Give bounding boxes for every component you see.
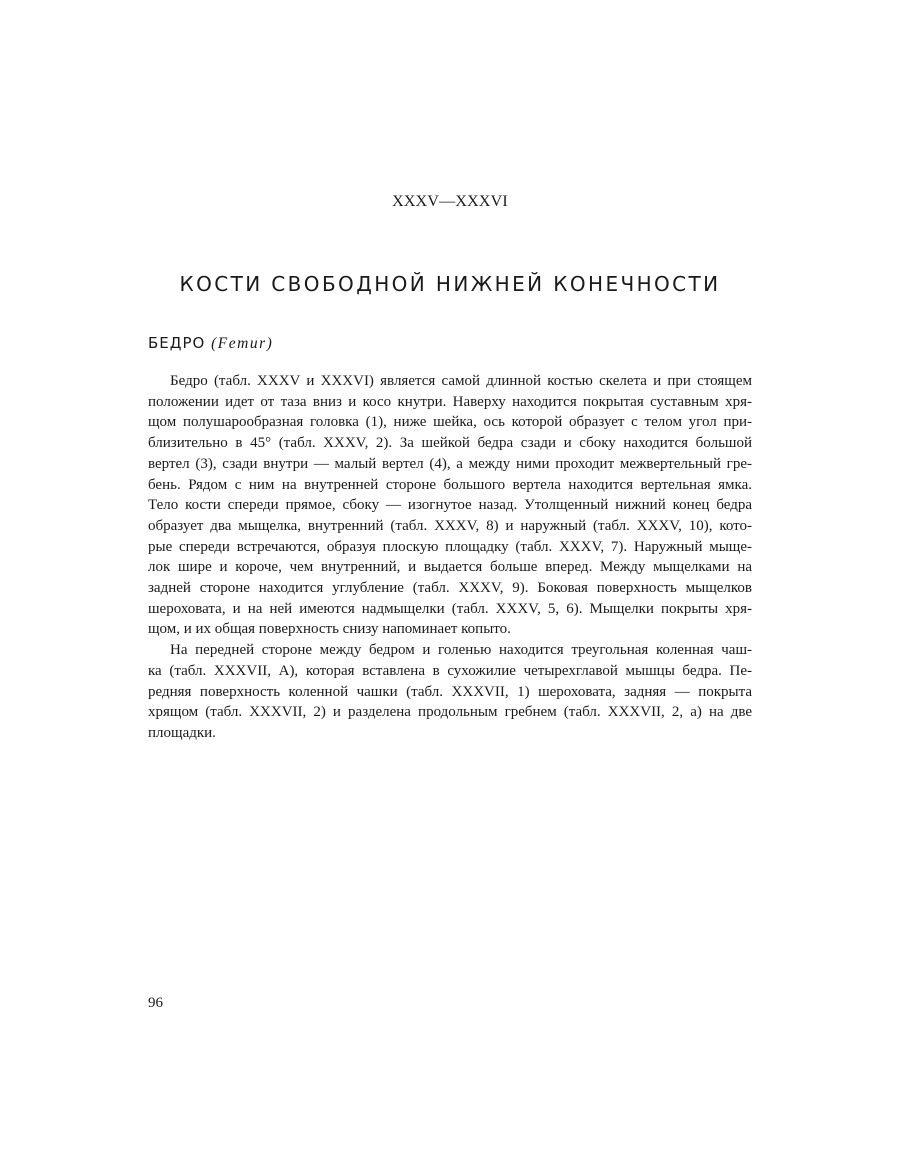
paragraph-patella bbox=[148, 640, 752, 744]
text-line: Тело кости спереди прямое, сбоку — изогнутое назад. Утолщенный нижний конец бедра bbox=[148, 497, 752, 514]
section-heading-russian: БЕДРО bbox=[148, 334, 206, 352]
text-line: ка (табл. XXXVII, А), которая вставлена в сухожилие четырехглавой мышцы бедра. Пе- bbox=[148, 662, 752, 679]
text-line: образует два мыщелка, внутренний (табл. XXXV, 8) и наружный (табл. XXXV, 10), кото- bbox=[148, 517, 752, 534]
paragraph-femur bbox=[148, 371, 752, 640]
text-line: задней стороне находится углубление (табл. XXXV, 9). Боковая поверхность мыщелков bbox=[148, 580, 752, 597]
text-line: щом, и их общая поверхность снизу напоминает копыто. bbox=[148, 621, 511, 638]
plate-range-heading: XXXV—XXXVI bbox=[392, 193, 508, 210]
chapter-title: КОСТИ СВОБОДНОЙ НИЖНЕЙ КОНЕЧНОСТИ bbox=[179, 272, 721, 296]
section-heading-latin: (Femur) bbox=[211, 335, 274, 352]
text-line: редняя поверхность коленной чашки (табл. XXXVII, 1) шероховата, задняя — покрыта bbox=[148, 683, 752, 700]
text-line: щом полушарообразная головка (1), ниже шейка, ось которой образует с телом угол при- bbox=[148, 414, 752, 431]
text-line: хрящом (табл. XXXVII, 2) и разделена продольным гребнем (табл. XXXVII, 2, а) на две bbox=[148, 704, 752, 721]
text-line: На передней стороне между бедром и голенью находится треугольная коленная чаш- bbox=[170, 642, 752, 659]
text-line: шероховата, и на ней имеются надмыщелки (табл. XXXV, 5, 6). Мыщелки покрыты хря- bbox=[148, 600, 752, 617]
section-heading bbox=[148, 334, 273, 353]
text-line: площадки. bbox=[148, 724, 216, 741]
text-line: рые спереди встречаются, образуя плоскую площадку (табл. XXXV, 7). Наружный мыще- bbox=[148, 538, 752, 555]
text-line: положении идет от таза вниз и косо кнутри. Наверху находится покрытая суставным хря- bbox=[148, 393, 752, 410]
text-line: Бедро (табл. XXXV и XXXVI) является самой длинной костью скелета и при стоящем bbox=[170, 373, 752, 389]
text-line: бень. Рядом с ним на внутренней стороне большого вертела находится вертельная ямка. bbox=[148, 476, 752, 493]
page-number: 96 bbox=[148, 995, 163, 1011]
text-line: вертел (3), сзади внутри — малый вертел (4), а между ними проходит межвертельный гре- bbox=[148, 455, 752, 472]
body-text bbox=[148, 371, 752, 744]
text-line: лок шире и короче, чем внутренний, и выдается больше вперед. Между мыщелками на bbox=[148, 559, 752, 576]
text-line: близительно в 45° (табл. XXXV, 2). За шейкой бедра сзади и сбоку находится большой bbox=[148, 435, 752, 452]
